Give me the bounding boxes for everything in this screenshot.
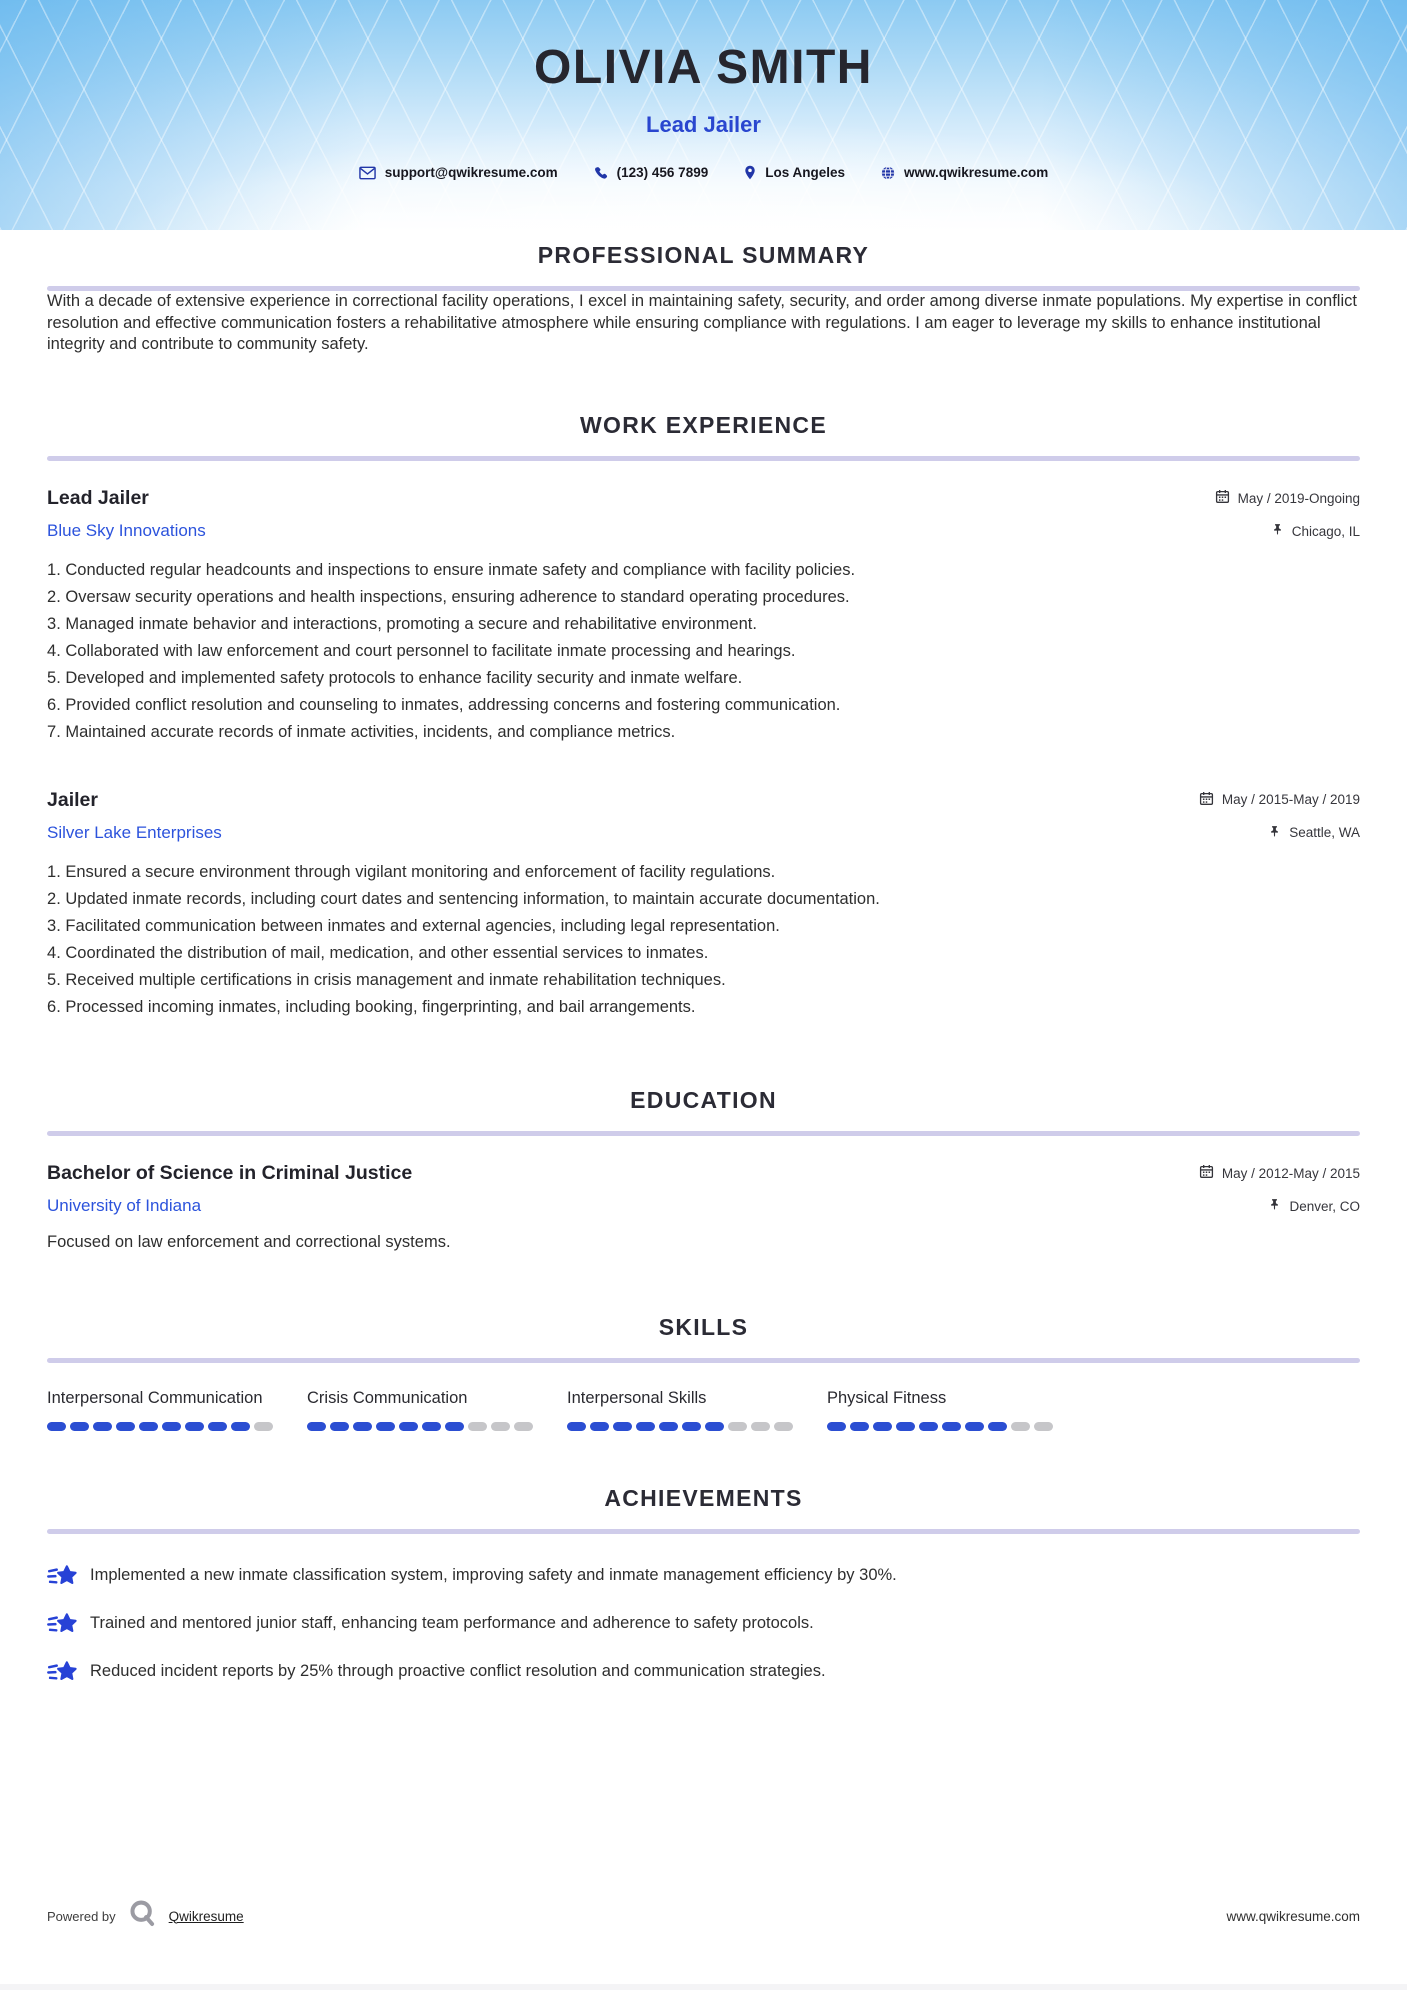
contact-email-text: support@qwikresume.com <box>384 165 558 180</box>
skill-segment-filled <box>659 1422 678 1431</box>
education-school: University of Indiana <box>47 1196 202 1216</box>
work-heading: WORK EXPERIENCE <box>580 412 827 439</box>
skill-level-bar <box>567 1422 827 1431</box>
job-location-text: Seattle, WA <box>1289 825 1360 841</box>
pushpin-icon <box>1268 825 1281 841</box>
job-entry-jailer <box>47 789 1360 1018</box>
duty-item: Collaborated with law enforcement and court personnel to facilitate inmate processing and hearings. <box>65 642 796 661</box>
education-degree: Bachelor of Science in Criminal Justice <box>47 1162 413 1185</box>
skill-segment-filled <box>942 1422 961 1431</box>
duty-item: Processed incoming inmates, including booking, fingerprinting, and bail arrangements. <box>65 997 696 1016</box>
job-dates <box>1215 489 1360 507</box>
contact-website-text: www.qwikresume.com <box>904 165 1049 180</box>
duty-item: Managed inmate behavior and interactions, promoting a secure and rehabilitative environment. <box>65 615 757 634</box>
job-company: Silver Lake Enterprises <box>47 822 222 842</box>
education-location <box>1268 1198 1360 1214</box>
skill-name: Crisis Communication <box>307 1389 468 1408</box>
skill-physical-fitness <box>827 1389 1087 1431</box>
qwikresume-logo <box>127 1898 158 1934</box>
powered-by <box>47 1898 244 1934</box>
skill-level-bar <box>827 1422 1087 1431</box>
phone-icon <box>594 166 608 180</box>
contact-website <box>881 165 1048 180</box>
calendar-icon <box>1215 489 1230 507</box>
skill-segment-filled <box>567 1422 586 1431</box>
job-entry-sub <box>47 823 1360 843</box>
job-duties-list <box>47 560 1360 743</box>
job-dates <box>1199 791 1360 809</box>
skill-segment-filled <box>636 1422 655 1431</box>
job-dates-text: May / 2015-May / 2019 <box>1221 792 1360 808</box>
duty-item: Developed and implemented safety protocols to enhance facility security and inmate welfare. <box>65 669 743 688</box>
shooting-star-icon <box>47 1660 77 1692</box>
skill-segment-filled <box>231 1422 250 1431</box>
skill-segment-empty <box>728 1422 747 1431</box>
section-divider <box>47 1131 1360 1136</box>
location-pin-icon <box>744 165 756 180</box>
section-education <box>47 1087 1360 1252</box>
education-entry-head <box>47 1162 1360 1185</box>
skill-name: Physical Fitness <box>827 1389 947 1408</box>
achievement-text: Implemented a new inmate classification system, improving safety and inmate management efficiency by 30%. <box>90 1566 897 1585</box>
skill-segment-filled <box>93 1422 112 1431</box>
skill-segment-filled <box>116 1422 135 1431</box>
job-dates-text: May / 2019-Ongoing <box>1237 490 1360 506</box>
skill-segment-filled <box>307 1422 326 1431</box>
job-company: Blue Sky Innovations <box>47 521 206 541</box>
pushpin-icon <box>1271 523 1284 539</box>
skill-segment-filled <box>965 1422 984 1431</box>
duty-item: Facilitated communication between inmates and external agencies, including legal representation. <box>65 916 780 935</box>
job-location-text: Chicago, IL <box>1291 523 1360 539</box>
job-title: Lead Jailer <box>47 487 149 510</box>
skill-segment-filled <box>185 1422 204 1431</box>
skill-segment-filled <box>139 1422 158 1431</box>
achievement-text: Reduced incident reports by 25% through proactive conflict resolution and communication strategies. <box>90 1662 826 1681</box>
job-entry-lead-jailer <box>47 487 1360 743</box>
skill-segment-filled <box>988 1422 1007 1431</box>
skill-segment-filled <box>896 1422 915 1431</box>
section-achievements <box>47 1485 1360 1692</box>
shooting-star-icon <box>47 1564 77 1596</box>
section-divider <box>47 1358 1360 1363</box>
skill-level-bar <box>307 1422 567 1431</box>
skill-segment-empty <box>491 1422 510 1431</box>
achievement-item <box>47 1660 1360 1692</box>
calendar-icon <box>1199 791 1214 809</box>
skill-segment-filled <box>873 1422 892 1431</box>
skill-segment-empty <box>254 1422 273 1431</box>
section-work-experience <box>47 412 1360 1017</box>
section-divider <box>47 456 1360 461</box>
contact-location-text: Los Angeles <box>765 165 845 180</box>
skill-segment-filled <box>919 1422 938 1431</box>
skill-segment-filled <box>682 1422 701 1431</box>
skill-segment-filled <box>208 1422 227 1431</box>
skill-segment-filled <box>590 1422 609 1431</box>
resume-body <box>0 242 1407 1692</box>
skills-heading: SKILLS <box>658 1314 749 1341</box>
skill-name: Interpersonal Communication <box>47 1389 263 1408</box>
resume-header <box>0 0 1407 230</box>
duty-item: Received multiple certifications in crisis management and inmate rehabilitation techniques. <box>65 970 726 989</box>
skill-interpersonal-skills <box>567 1389 827 1431</box>
calendar-icon <box>1199 1164 1214 1182</box>
achievement-item <box>47 1564 1360 1596</box>
skill-segment-empty <box>514 1422 533 1431</box>
skill-segment-filled <box>330 1422 349 1431</box>
skill-segment-empty <box>774 1422 793 1431</box>
skill-segment-empty <box>468 1422 487 1431</box>
globe-icon <box>881 166 895 180</box>
education-dates <box>1199 1164 1360 1182</box>
job-duties-list <box>47 862 1360 1018</box>
achievement-item <box>47 1612 1360 1644</box>
footer-website: www.qwikresume.com <box>1226 1908 1360 1924</box>
skill-segment-filled <box>70 1422 89 1431</box>
section-summary <box>47 242 1360 356</box>
pushpin-icon <box>1268 1198 1281 1214</box>
job-entry-sub <box>47 521 1360 541</box>
contact-email <box>359 165 558 180</box>
section-skills <box>47 1314 1360 1431</box>
job-entry-head <box>47 487 1360 510</box>
duty-item: Oversaw security operations and health inspections, ensuring adherence to standard operating procedures. <box>65 588 850 607</box>
skill-segment-empty <box>751 1422 770 1431</box>
skill-segment-empty <box>1034 1422 1053 1431</box>
achievements-list <box>47 1564 1360 1692</box>
education-location-text: Denver, CO <box>1289 1198 1360 1214</box>
skill-segment-filled <box>376 1422 395 1431</box>
page-footer <box>47 1898 1360 1934</box>
duty-item: Maintained accurate records of inmate activities, incidents, and compliance metrics. <box>65 723 676 742</box>
skill-segment-filled <box>353 1422 372 1431</box>
summary-text: With a decade of extensive experience in correctional facility operations, I excel in maintaining safety, security, and order among diverse inmate populations. My expertise in conflict resolution and effective communication fosters a rehabilitative atmosphere while ensuring compliance with regulations. I am eager to leverage my skills to enhance institutional integrity and contribute to community safety. <box>47 292 1357 354</box>
summary-heading: PROFESSIONAL SUMMARY <box>537 242 870 268</box>
contact-location <box>744 165 845 180</box>
skill-crisis-communication <box>307 1389 567 1431</box>
skill-segment-filled <box>399 1422 418 1431</box>
duty-item: Updated inmate records, including court dates and sentencing information, to maintain accurate documentation. <box>65 889 880 908</box>
candidate-job-title: Lead Jailer <box>646 112 761 137</box>
skill-segment-filled <box>422 1422 441 1431</box>
section-divider <box>47 1529 1360 1534</box>
shooting-star-icon <box>47 1612 77 1644</box>
duty-item: Provided conflict resolution and counseling to inmates, addressing concerns and fostering communication. <box>65 696 841 715</box>
education-entry-sub <box>47 1196 1360 1216</box>
skill-interpersonal-communication <box>47 1389 307 1431</box>
contact-phone-text: (123) 456 7899 <box>616 165 709 180</box>
powered-by-label: Powered by <box>47 1908 116 1924</box>
envelope-icon <box>359 166 376 180</box>
education-dates-text: May / 2012-May / 2015 <box>1221 1165 1360 1181</box>
contact-phone <box>594 165 709 180</box>
skill-segment-filled <box>162 1422 181 1431</box>
duty-item: Conducted regular headcounts and inspections to ensure inmate safety and compliance with facility policies. <box>65 561 856 580</box>
skill-name: Interpersonal Skills <box>567 1389 707 1408</box>
contact-row <box>0 165 1407 180</box>
education-heading: EDUCATION <box>630 1087 777 1114</box>
skill-segment-filled <box>445 1422 464 1431</box>
education-entry <box>47 1162 1360 1252</box>
skill-segment-filled <box>613 1422 632 1431</box>
skill-segment-filled <box>47 1422 66 1431</box>
skill-segment-empty <box>1011 1422 1030 1431</box>
skill-segment-filled <box>827 1422 846 1431</box>
achievements-heading: ACHIEVEMENTS <box>604 1485 803 1512</box>
candidate-name: OLIVIA SMITH <box>534 41 873 94</box>
qwikresume-link[interactable]: Qwikresume <box>168 1908 244 1924</box>
duty-item: Ensured a secure environment through vigilant monitoring and enforcement of facility regulations. <box>65 862 776 881</box>
job-entry-head <box>47 789 1360 812</box>
job-location <box>1271 523 1360 539</box>
job-title: Jailer <box>47 788 98 811</box>
skill-segment-filled <box>850 1422 869 1431</box>
skill-level-bar <box>47 1422 307 1431</box>
job-location <box>1268 825 1360 841</box>
duty-item: Coordinated the distribution of mail, medication, and other essential services to inmates. <box>65 943 709 962</box>
skill-segment-filled <box>705 1422 724 1431</box>
page-bottom-strip <box>0 1984 1407 1990</box>
achievement-text: Trained and mentored junior staff, enhancing team performance and adherence to safety protocols. <box>90 1614 814 1633</box>
skills-grid <box>47 1389 1360 1431</box>
education-description: Focused on law enforcement and correctional systems. <box>47 1233 451 1252</box>
